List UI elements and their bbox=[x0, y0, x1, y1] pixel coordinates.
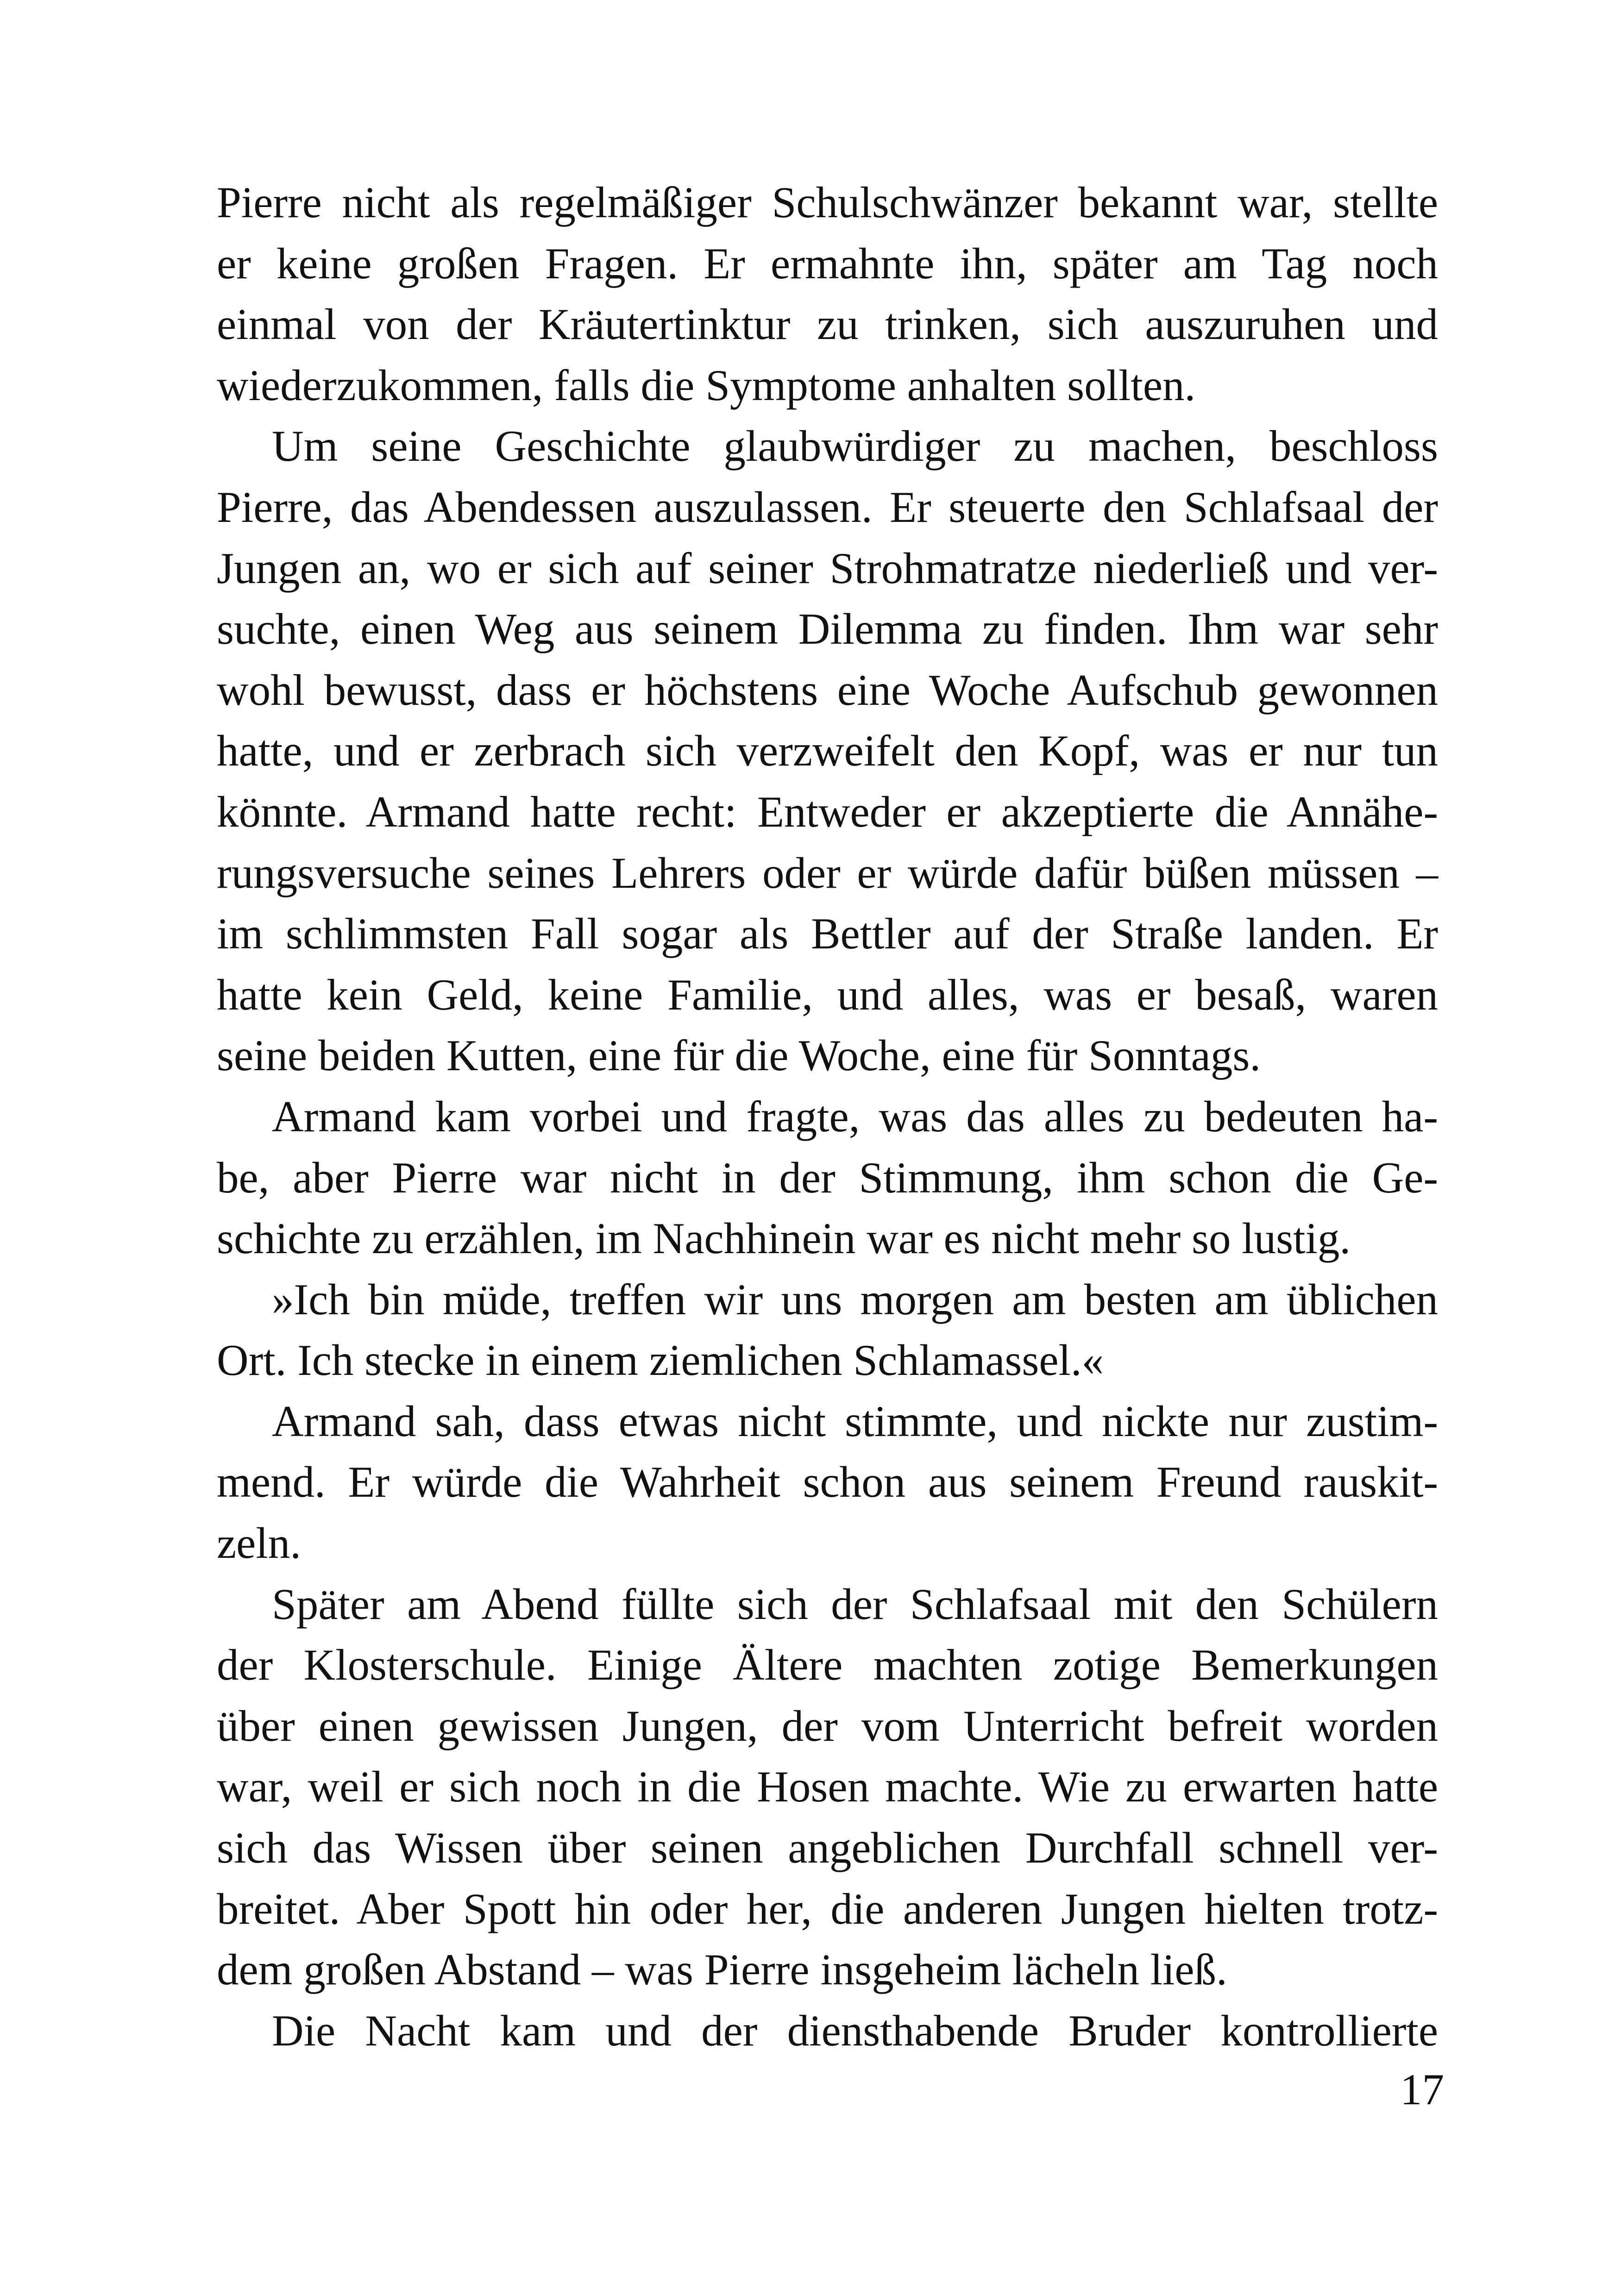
text-line: Jungen an, wo er sich auf seiner Strohmatratze niederließ und ver- bbox=[217, 543, 1438, 593]
text-line: sich das Wissen über seinen angeblichen Durchfall schnell ver- bbox=[217, 1823, 1438, 1873]
text-line: Pierre nicht als regelmäßiger Schulschwänzer bekannt war, stellte bbox=[217, 178, 1438, 227]
text-line: einmal von der Kräutertinktur zu trinken, sich auszuruhen und bbox=[217, 300, 1438, 349]
text-line: Ort. Ich stecke in einem ziemlichen Schlamassel.« bbox=[217, 1336, 1104, 1385]
text-line: Pierre, das Abendessen auszulassen. Er steuerte den Schlafsaal der bbox=[217, 482, 1438, 532]
text-line: Die Nacht kam und der diensthabende Bruder kontrollierte bbox=[272, 2006, 1438, 2055]
text-line: er keine großen Fragen. Er ermahnte ihn, später am Tag noch bbox=[217, 238, 1438, 288]
text-line: hatte, und er zerbrach sich verzweifelt den Kopf, was er nur tun bbox=[217, 726, 1438, 776]
text-line: mend. Er würde die Wahrheit schon aus seinem Freund rauskit- bbox=[217, 1457, 1438, 1507]
text-line: Armand sah, dass etwas nicht stimmte, und nickte nur zustim- bbox=[272, 1396, 1438, 1446]
body-text bbox=[217, 172, 1438, 2061]
text-line: Armand kam vorbei und fragte, was das alles zu bedeuten ha- bbox=[272, 1092, 1438, 1141]
text-line: wiederzukommen, falls die Symptome anhalten sollten. bbox=[217, 360, 1196, 410]
text-line: war, weil er sich noch in die Hosen machte. Wie zu erwarten hatte bbox=[217, 1762, 1438, 1812]
page-number: 17 bbox=[1400, 2065, 1444, 2114]
text-line: zeln. bbox=[217, 1518, 301, 1568]
text-line: rungsversuche seines Lehrers oder er würde dafür büßen müssen – bbox=[217, 848, 1438, 897]
text-line: wohl bewusst, dass er höchstens eine Woche Aufschub gewonnen bbox=[217, 665, 1438, 715]
text-line: seine beiden Kutten, eine für die Woche, eine für Sonntags. bbox=[217, 1031, 1261, 1080]
text-line: Um seine Geschichte glaubwürdiger zu machen, beschloss bbox=[272, 421, 1438, 471]
text-line: der Klosterschule. Einige Ältere machten zotige Bemerkungen bbox=[217, 1640, 1438, 1690]
text-line: »Ich bin müde, treffen wir uns morgen am besten am üblichen bbox=[272, 1274, 1438, 1324]
text-line: dem großen Abstand – was Pierre insgeheim lächeln ließ. bbox=[217, 1945, 1227, 1995]
text-line: be, aber Pierre war nicht in der Stimmung, ihm schon die Ge- bbox=[217, 1153, 1438, 1202]
text-line: im schlimmsten Fall sogar als Bettler auf der Straße landen. Er bbox=[217, 909, 1438, 959]
text-line: könnte. Armand hatte recht: Entweder er akzeptierte die Annähe- bbox=[217, 787, 1438, 836]
text-line: Später am Abend füllte sich der Schlafsaal mit den Schülern bbox=[272, 1579, 1438, 1629]
text-line: suchte, einen Weg aus seinem Dilemma zu finden. Ihm war sehr bbox=[217, 604, 1438, 654]
text-line: schichte zu erzählen, im Nachhinein war es nicht mehr so lustig. bbox=[217, 1214, 1351, 1263]
text-line: breitet. Aber Spott hin oder her, die anderen Jungen hielten trotz- bbox=[217, 1884, 1438, 1933]
text-line: über einen gewissen Jungen, der vom Unterricht befreit worden bbox=[217, 1701, 1438, 1750]
text-line: hatte kein Geld, keine Familie, und alles, was er besaß, waren bbox=[217, 970, 1438, 1019]
